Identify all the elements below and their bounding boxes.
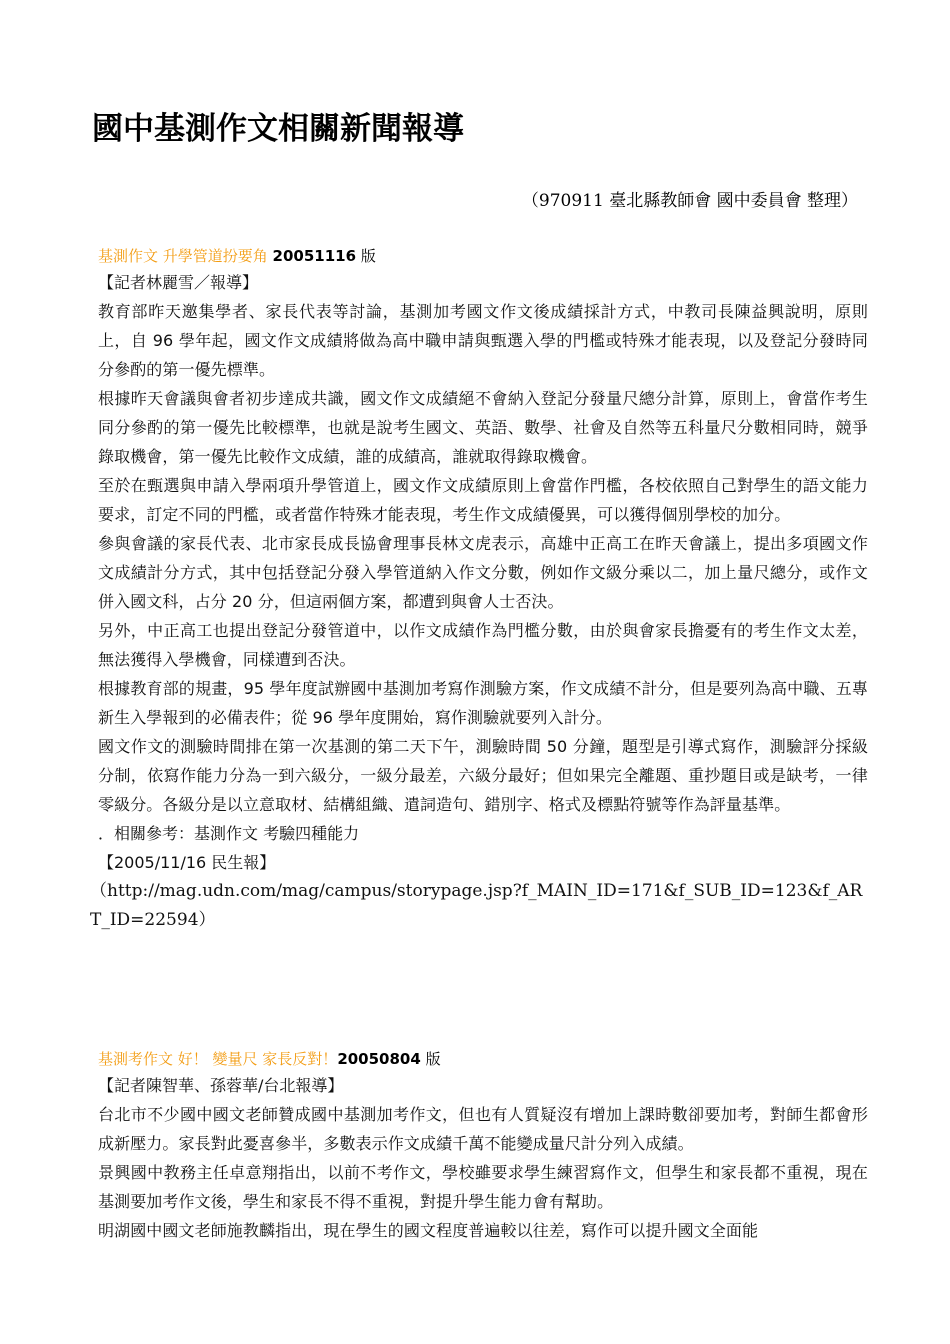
article-paragraph: 根據教育部的規畫，95 學年度試辦國中基測加考寫作測驗方案，作文成績不計分，但是要列為高中職、五專新生入學報到的必備表件；從 96 學年度開始，寫作測驗就要列入計分。	[98, 679, 868, 727]
headline-text: 基測作文 升學管道扮要角	[98, 247, 273, 265]
headline-date: 20051116	[272, 247, 357, 265]
article-paragraph: 另外，中正高工也提出登記分發管道中，以作文成績作為門檻分數，由於與會家長擔憂有的考生作文太差，無法獲得入學機會，同樣遭到否決。	[98, 621, 868, 669]
document-title: 國中基測作文相關新聞報導	[92, 111, 464, 147]
news-article	[98, 1048, 868, 1245]
article-byline: 【記者陳智華、孫蓉華/台北報導】	[98, 1076, 344, 1095]
article-headline	[98, 245, 868, 267]
compiler-credit: （970911 臺北縣教師會 國中委員會 整理）	[521, 191, 858, 211]
article-paragraph: 根據昨天會議與會者初步達成共識，國文作文成績絕不會納入登記分發量尺總分計算，原則上，會當作考生同分參酌的第一優先比較標準，也就是說考生國文、英語、數學、社會及自然等五科量尺分數相同時，競爭錄取機會，第一優先比較作文成績，誰的成績高，誰就取得錄取機會。	[98, 389, 868, 466]
article-paragraph: 參與會議的家長代表、北市家長成長協會理事長林文虎表示，高雄中正高工在昨天會議上，提出多項國文作文成績計分方式，其中包括登記分發入學管道納入作文分數，例如作文級分乘以二，加上量尺總分，或作文併入國文科，占分 20 分，但這兩個方案，都遭到與會人士否決。	[98, 534, 868, 611]
headline-edition: 版	[420, 1050, 441, 1068]
related-reference: ．相關參考：基測作文 考驗四種能力	[98, 824, 360, 843]
article-paragraph: 台北市不少國中國文老師贊成國中基測加考作文，但也有人質疑沒有增加上課時數卻要加考，對師生都會形成新壓力。家長對此憂喜參半，多數表示作文成績千萬不能變成量尺計分列入成績。	[98, 1105, 868, 1153]
article-paragraph: 國文作文的測驗時間排在第一次基測的第二天下午，測驗時間 50 分鐘，題型是引導式寫作，測驗評分採級分制，依寫作能力分為一到六級分，一級分最差，六級分最好；但如果完全離題、重抄題目或是缺考，一律零級分。各級分是以立意取材、結構組織、遣詞造句、錯別字、格式及標點符號等作為評量基準。	[98, 737, 868, 814]
article-byline: 【記者林麗雪／報導】	[98, 273, 259, 292]
article-paragraph: 教育部昨天邀集學者、家長代表等討論，基測加考國文作文後成績採計方式，中教司長陳益興說明，原則上，自 96 學年起，國文作文成績將做為高中職申請與甄選入學的門檻或特殊才能表現，以及登記分發時同分參酌的第一優先標準。	[98, 302, 868, 379]
source-url: （http://mag.udn.com/mag/campus/storypage.jsp?f_MAIN_ID=171&f_SUB_ID=123&f_ART_ID=22594）	[90, 881, 863, 930]
article-paragraph: 至於在甄選與申請入學兩項升學管道上，國文作文成績原則上會當作門檻，各校依照自己對學生的語文能力要求，訂定不同的門檻，或者當作特殊才能表現，考生作文成績優異，可以獲得個別學校的加分。	[98, 476, 868, 524]
article-paragraph: 景興國中教務主任卓意翔指出，以前不考作文，學校雖要求學生練習寫作文，但學生和家長都不重視，現在基測要加考作文後，學生和家長不得不重視，對提升學生能力會有幫助。	[98, 1163, 868, 1211]
headline-date: 20050804	[337, 1050, 421, 1068]
news-article	[90, 245, 868, 935]
article-source: 【2005/11/16 民生報】	[98, 853, 276, 872]
headline-text: 基測考作文 好！ 變量尺 家長反對！	[98, 1050, 338, 1068]
article-paragraph: 明湖國中國文老師施教麟指出，現在學生的國文程度普遍較以往差，寫作可以提升國文全面能	[98, 1221, 759, 1240]
article-headline	[98, 1048, 868, 1070]
headline-edition: 版	[356, 247, 376, 265]
